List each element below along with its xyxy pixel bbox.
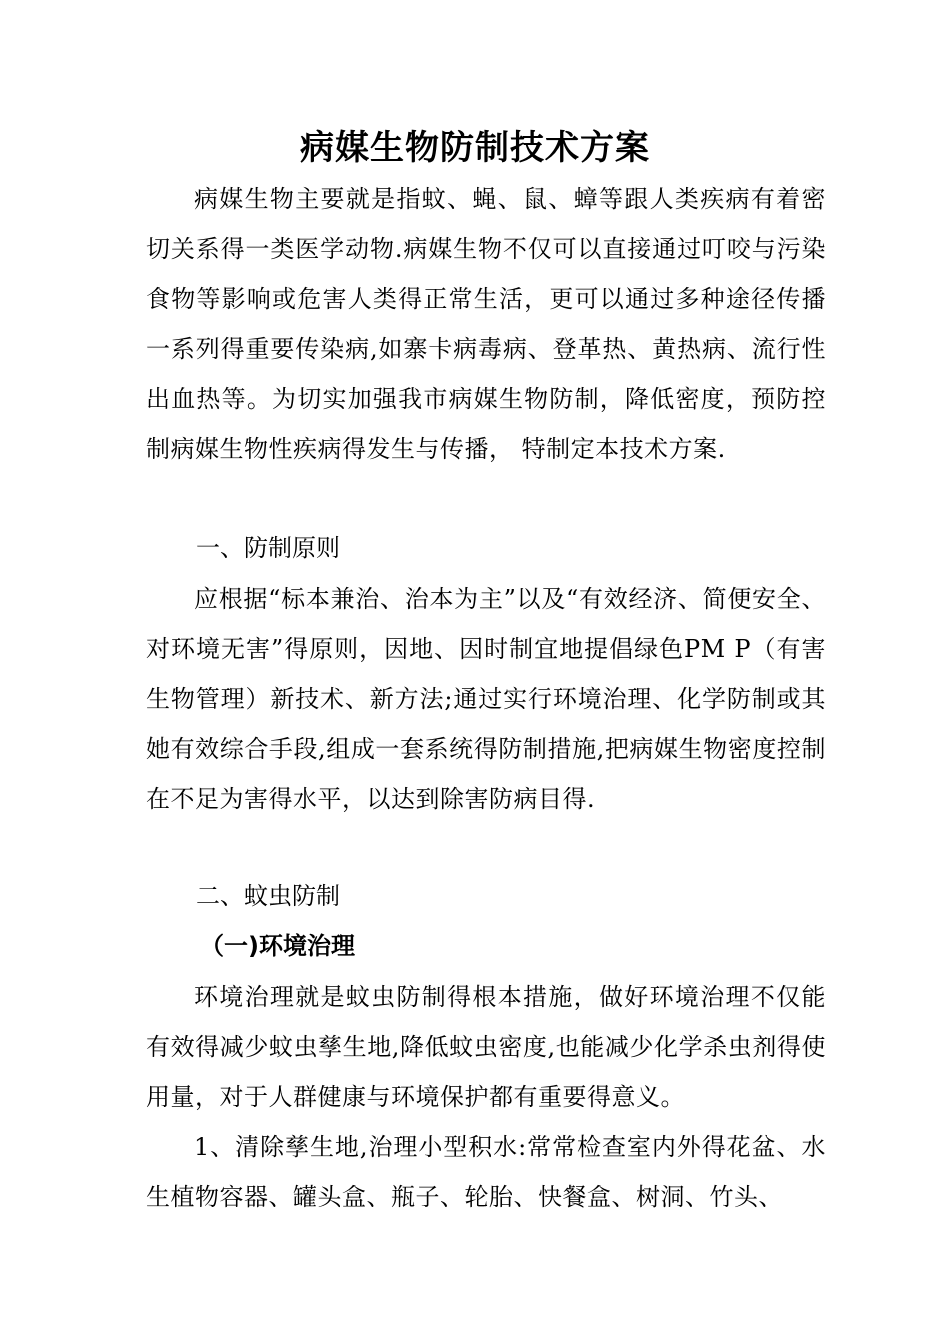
intro-paragraph: 病媒生物主要就是指蚊、蝇、鼠、蟑等跟人类疾病有着密切关系得一类医学动物.病媒生物不仅可以直接通过叮咬与污染食物等影响或危害人类得正常生活，更可以通过多种途径传播一系列得重要传染病,如寨卡病毒病、登革热、黄热病、流行性出血热等。为切实加强我市病媒生物防制，降低密度，预防控制病媒生物性疾病得发生与传播， 特制定本技术方案. [146, 185, 826, 463]
document-title: 病媒生物防制技术方案 [300, 128, 650, 168]
breeding-site-paragraph: 1、清除孳生地,治理小型积水:常常检查室内外得花盆、水生植物容器、罐头盒、瓶子、轮胎、快餐盒、树洞、竹头、 [146, 1133, 826, 1211]
section-heading-mosquito-control: 二、蚊虫防制 [196, 882, 340, 910]
subsection-heading-environment: （一)环境治理 [200, 932, 355, 960]
section-heading-principles: 一、防制原则 [196, 534, 340, 562]
environment-paragraph: 环境治理就是蚊虫防制得根本措施，做好环境治理不仅能有效得减少蚊虫孳生地,降低蚊虫密度,也能减少化学杀虫剂得使用量，对于人群健康与环境保护都有重要得意义。 [146, 983, 826, 1111]
principles-paragraph: 应根据“标本兼治、治本为主”以及“有效经济、简便安全、对环境无害”得原则，因地、因时制宜地提倡绿色PM P（有害生物管理）新技术、新方法;通过实行环境治理、化学防制或其她有效综合手段,组成一套系统得防制措施,把病媒生物密度控制在不足为害得水平，以达到除害防病目得. [146, 585, 826, 813]
